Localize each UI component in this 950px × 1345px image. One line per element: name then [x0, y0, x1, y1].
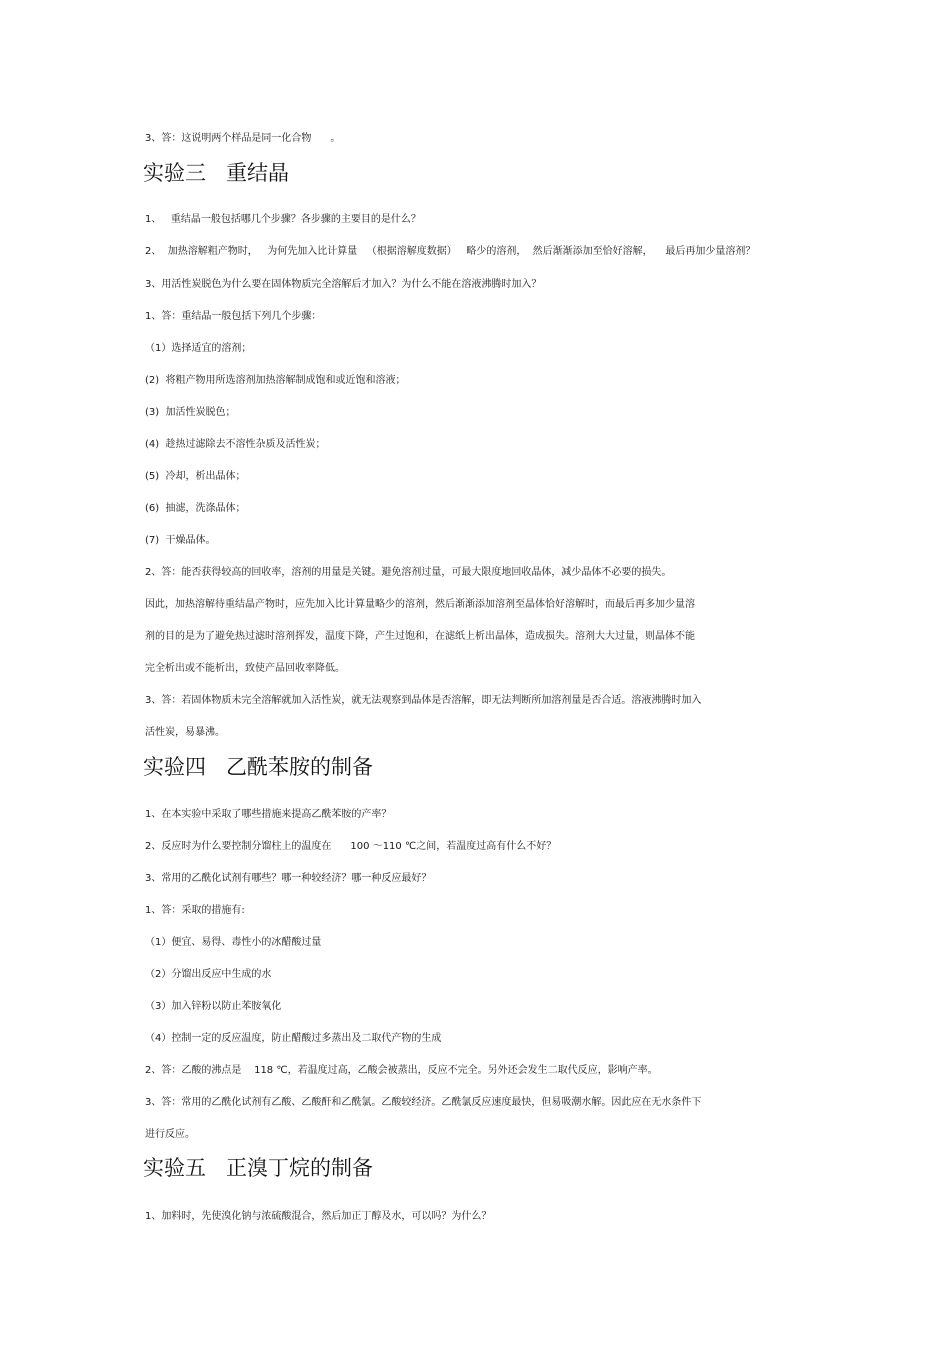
- s4-question-2: 2、反应时为什么要控制分馏柱上的温度在 100 ～110 ℃之间，若温度过高有什么不好？: [145, 841, 557, 852]
- s3-answer-line: 3、答：若固体物质未完全溶解就加入活性炭，就无法观察到晶体是否溶解，即无法判断所加溶剂量是否合适。溶液沸腾时加入: [145, 695, 702, 706]
- s3-answer-line: 完全析出或不能析出，致使产品回收率降低。: [145, 663, 345, 674]
- s3-answer-line: （1）选择适宜的溶剂；: [145, 343, 252, 354]
- s5-question-1: 1、加料时，先使溴化钠与浓硫酸混合，然后加正丁醇及水，可以吗？为什么？: [145, 1211, 492, 1222]
- s3-question-3: 3、用活性炭脱色为什么要在固体物质完全溶解后才加入？为什么不能在溶液沸腾时加入？: [145, 279, 542, 290]
- s4-answer-line: 进行反应。: [145, 1129, 195, 1140]
- s3-answer-line: (4) 趁热过滤除去不溶性杂质及活性炭；: [145, 439, 326, 450]
- section-3-title: 实验三 重结晶: [143, 161, 290, 185]
- s4-question-3: 3、常用的乙酰化试剂有哪些？哪一种较经济？哪一种反应最好？: [145, 873, 432, 884]
- s3-answer-line: (3) 加活性炭脱色；: [145, 407, 236, 418]
- s3-question-1: 1、 重结晶一般包括哪几个步骤？各步骤的主要目的是什么？: [145, 214, 421, 225]
- s3-question-2: 2、 加热溶解粗产物时， 为何先加入比计算量 （根据溶解度数据） 略少的溶剂， 然后渐渐添加至恰好溶解， 最后再加少量溶剂？: [145, 246, 756, 257]
- s4-answer-line: 2、答：乙酸的沸点是 118 ℃，若温度过高，乙酸会被蒸出，反应不完全。另外还会发生二取代反应，影响产率。: [145, 1065, 658, 1076]
- s4-answer-line: （3）加入锌粉以防止苯胺氧化: [145, 1001, 282, 1012]
- s4-answer-line: （4）控制一定的反应温度，防止醋酸过多蒸出及二取代产物的生成: [145, 1033, 442, 1044]
- section-5-title: 实验五 正溴丁烷的制备: [143, 1156, 374, 1180]
- s4-answer-line: 1、答：采取的措施有:: [145, 905, 245, 916]
- s3-answer-line: (2) 将粗产物用所选溶剂加热溶解制成饱和或近饱和溶液；: [145, 375, 406, 386]
- s3-answer-line: 剂的目的是为了避免热过滤时溶剂挥发，温度下降，产生过饱和，在滤纸上析出晶体，造成损失。溶剂大大过量，则晶体不能: [145, 631, 695, 642]
- s3-answer-line: (6) 抽滤，洗涤晶体；: [145, 503, 246, 514]
- s3-answer-line: 活性炭，易暴沸。: [145, 727, 225, 738]
- s4-answer-line: （1）便宜、易得、毒性小的冰醋酸过量: [145, 937, 322, 948]
- s3-answer-line: (7) 干燥晶体。: [145, 535, 216, 546]
- s4-answer-line: （2）分馏出反应中生成的水: [145, 969, 272, 980]
- s3-answer-line: (5) 冷却，析出晶体；: [145, 471, 246, 482]
- s3-answer-line: 1、答：重结晶一般包括下列几个步骤：: [145, 311, 322, 322]
- s4-question-1: 1、在本实验中采取了哪些措施来提高乙酰苯胺的产率？: [145, 809, 392, 820]
- s4-answer-line: 3、答：常用的乙酰化试剂有乙酸、乙酸酐和乙酰氯。乙酸较经济。乙酰氯反应速度最快，但易吸潮水解。因此应在无水条件下: [145, 1097, 702, 1108]
- section-4-title: 实验四 乙酰苯胺的制备: [143, 755, 374, 779]
- prev-answer-3: 3、答：这说明两个样品是同一化合物 。: [145, 133, 341, 144]
- s3-answer-line: 因此，加热溶解待重结晶产物时，应先加入比计算量略少的溶剂，然后渐渐添加溶剂至晶体恰好溶解时，而最后再多加少量溶: [145, 599, 695, 610]
- s3-answer-line: 2、答：能否获得较高的回收率，溶剂的用量是关键。避免溶剂过量，可最大限度地回收晶体，减少晶体不必要的损失。: [145, 567, 672, 578]
